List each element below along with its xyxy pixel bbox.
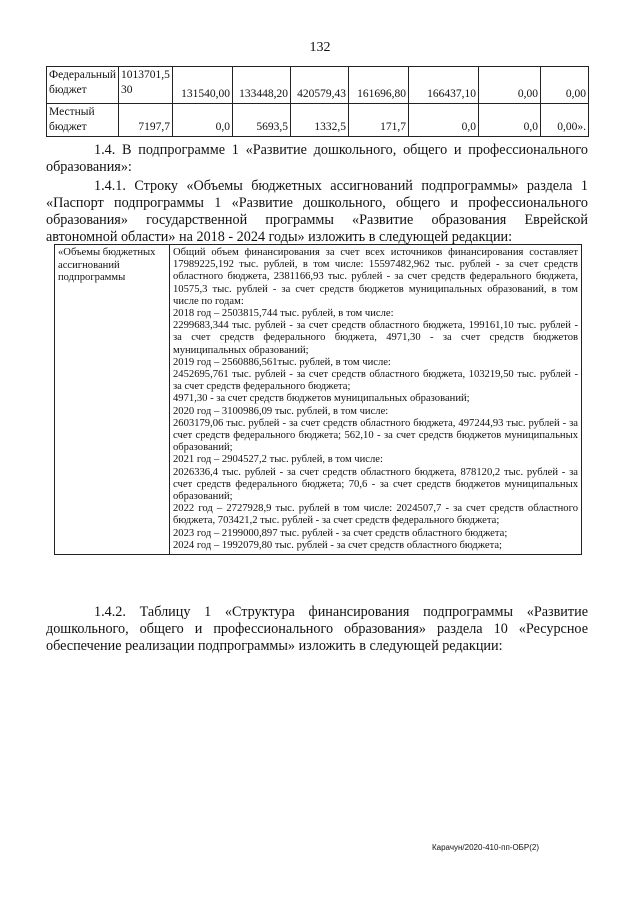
table-cell: 0,0 (409, 104, 479, 137)
table-cell: 131540,00 (173, 67, 233, 104)
row-label: Федеральный бюджет (47, 67, 119, 104)
passport-line: 2021 год – 2904527,2 тыс. рублей, в том числе: (173, 454, 383, 466)
table-cell: 0,0 (173, 104, 233, 137)
passport-table (54, 244, 582, 555)
table-cell: 0,00». (541, 104, 589, 137)
passport-content (170, 245, 582, 555)
table-row (55, 245, 582, 555)
paragraph-1-4: 1.4. В подпрограмме 1 «Развитие дошкольного, общего и профессионального образования»: (46, 142, 588, 175)
table-cell: 133448,20 (233, 67, 291, 104)
passport-line: 2018 год – 2503815,744 тыс. рублей, в том числе: (173, 308, 394, 320)
table-cell: 1013701,5 30 (119, 67, 173, 104)
table-cell: 1332,5 (291, 104, 349, 137)
table-cell: 420579,43 (291, 67, 349, 104)
funding-table (46, 66, 589, 137)
paragraph-1-4-1: 1.4.1. Строку «Объемы бюджетных ассигнований подпрограммы» раздела 1 «Паспорт подпрограммы 1 «Развитие дошкольного, общего и профессионального образования» государственной программы «Развитие образования Еврейской автономной области» на 2018 - 2024 годы» изложить в следующей редакции: (46, 178, 588, 245)
passport-line: 2023 год – 2199000,897 тыс. рублей - за счет средств областного бюджета; (173, 527, 508, 539)
table-cell: 0,00 (479, 67, 541, 104)
passport-line: 2299683,344 тыс. рублей - за счет средств областного бюджета, 199161,10 тыс. рублей - за счет средств федерального бюджета, 4971,30 - за счет средств бюджетов муниципальных образований; (173, 320, 578, 356)
passport-label: «Объемы бюджетных ассигнований подпрограммы (55, 245, 170, 555)
table-cell: 5693,5 (233, 104, 291, 137)
passport-line: 2019 год – 2560886,561тыс. рублей, в том числе: (173, 356, 391, 368)
table-cell: 0,0 (479, 104, 541, 137)
passport-line: Общий объем финансирования за счет всех источников финансирования составляет 17989225,192 тыс. рублей, в том числе: 15597482,962 тыс. рублей - за счет средств областного бюджета, 2381166,93 тыс. рублей - за счет средств федерального бюджета, 10575,3 тыс. рублей - за счет средств бюджетов муниципальных образований, в том числе по годам: (173, 247, 578, 307)
table-cell: 171,7 (349, 104, 409, 137)
passport-line: 2022 год – 2727928,9 тыс. рублей в том числе: 2024507,7 - за счет средств областного бюджета, 703421,2 тыс. рублей - за счет средств федерального бюджета; (173, 503, 578, 527)
passport-line: 2024 год – 1992079,80 тыс. рублей - за счет средств областного бюджета; (173, 539, 502, 551)
table-cell: 0,00 (541, 67, 589, 104)
table-cell: 7197,7 (119, 104, 173, 137)
page-number: 132 (309, 40, 331, 55)
passport-line: 2452695,761 тыс. рублей - за счет средств областного бюджета, 103219,50 тыс. рублей - за счет средств федерального бюджета; (173, 369, 578, 393)
table-cell: 161696,80 (349, 67, 409, 104)
passport-line: 2026336,4 тыс. рублей - за счет средств областного бюджета, 878120,2 тыс. рублей - за счет средств федерального бюджета; 70,6 - за счет средств бюджетов муниципальных образований; (173, 466, 578, 503)
table-row (47, 67, 589, 104)
table-cell: 166437,10 (409, 67, 479, 104)
passport-line: 2603179,06 тыс. рублей - за счет средств областного бюджета, 497244,93 тыс. рублей - за счет средств федерального бюджета; 562,10 - за счет средств бюджетов муниципальных образований; (173, 417, 578, 454)
paragraph-1-4-2: 1.4.2. Таблицу 1 «Структура финансирования подпрограммы «Развитие дошкольного, общего и профессионального образования» раздела 10 «Ресурсное обеспечение реализации подпрограммы» изложить в следующей редакции: (46, 604, 588, 654)
table-row (47, 104, 589, 137)
passport-line: 2020 год – 3100986,09 тыс. рублей, в том числе: (173, 405, 389, 417)
passport-line: 4971,30 - за счет средств бюджетов муниципальных образований; (173, 393, 470, 405)
footer-code: Карачун/2020-410-пп-ОБР(2) (432, 843, 540, 852)
row-label: Местный бюджет (47, 104, 119, 137)
